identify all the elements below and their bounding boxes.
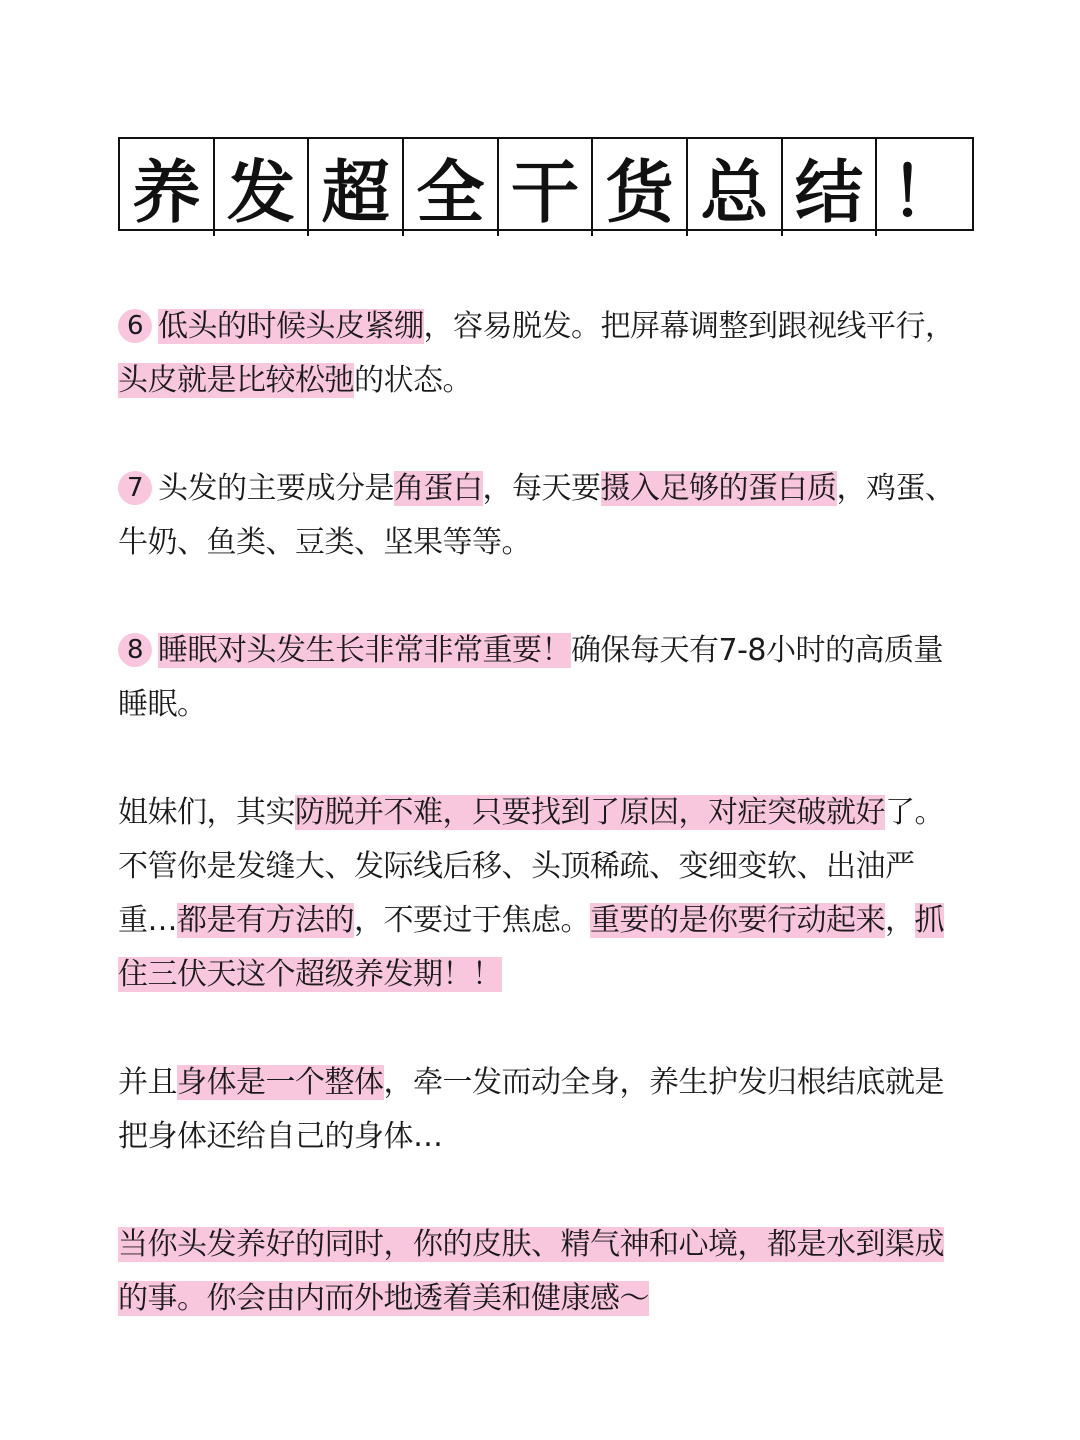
- summary-paragraph: [118, 786, 958, 1002]
- highlight: 身体是一个整体: [177, 1065, 384, 1100]
- text: ，每天要: [482, 471, 601, 506]
- tip-6: [118, 300, 958, 408]
- number-badge: 7: [118, 471, 152, 505]
- text: 头发的主要成分是: [158, 471, 394, 506]
- highlight: 都是有方法的: [177, 903, 354, 938]
- highlight: 当你头发养好的同时，你的皮肤、精气神和心境，都是水到渠成的事。你会由内而外地透着美和健康感～: [118, 1227, 944, 1316]
- text: 并且: [118, 1065, 177, 1100]
- title-char: 干: [499, 139, 594, 236]
- highlight: 防脱并不难，只要找到了原因，对症突破就好: [295, 795, 885, 830]
- text: ，牵一发而动全身，养生护发归根结底就是把身体还给自己的身体…: [118, 1065, 944, 1154]
- text: 了。不管你是发缝大、发际线后移、头顶稀疏、变细变软、出油严重…: [118, 795, 944, 938]
- title-char: 全: [404, 139, 499, 236]
- tip-7: [118, 462, 958, 570]
- body-paragraph: [118, 1056, 958, 1164]
- text: ，鸡蛋、牛奶、鱼类、豆类、坚果等等。: [118, 471, 955, 560]
- title-char: 发: [215, 139, 310, 236]
- text: 的状态。: [354, 363, 472, 398]
- number-badge: 8: [118, 633, 152, 667]
- highlight: 头皮就是比较松弛: [118, 363, 354, 398]
- text: ，: [885, 903, 915, 938]
- number-badge: 6: [118, 309, 152, 343]
- highlight: 摄入足够的蛋白质: [600, 471, 837, 506]
- text: ，容易脱发。把屏幕调整到跟视线平行，: [423, 309, 955, 344]
- highlight: 角蛋白: [394, 471, 483, 506]
- closing-paragraph: [118, 1218, 958, 1326]
- text: 确保每天有7-8小时的高质量睡眠。: [118, 633, 943, 722]
- highlight: 低头的时候头皮紧绷: [158, 309, 424, 344]
- highlight: 抓住三伏天这个超级养发期！！: [118, 903, 944, 992]
- highlight: 睡眠对头发生长非常非常重要！: [158, 633, 571, 668]
- title-char: 超: [309, 139, 404, 236]
- title-char: 货: [593, 139, 688, 236]
- article-body: [118, 300, 958, 1380]
- title-char: 结: [783, 139, 878, 236]
- text: 姐妹们，其实: [118, 795, 295, 830]
- title-char: ！: [890, 154, 959, 233]
- highlight: 重要的是你要行动起来: [590, 903, 885, 938]
- title-banner: [118, 137, 974, 231]
- title-char: 总: [688, 139, 783, 236]
- title-char: 养: [120, 139, 215, 236]
- text: ，不要过于焦虑。: [354, 903, 590, 938]
- tip-8: [118, 624, 958, 732]
